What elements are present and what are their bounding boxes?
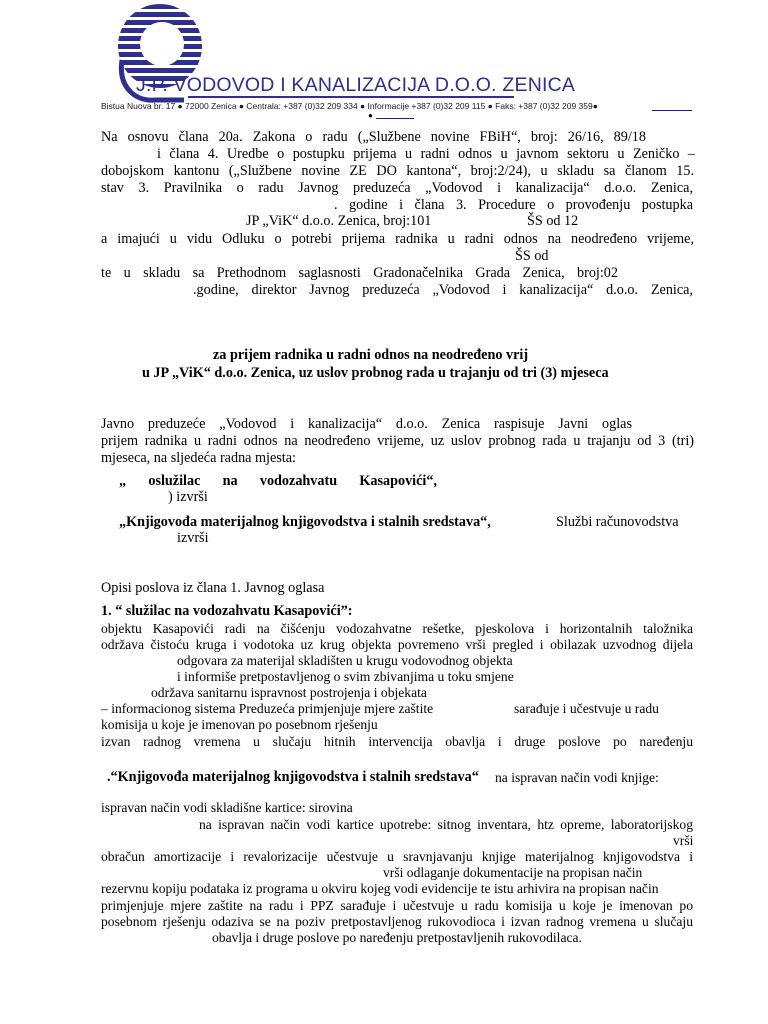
section-1-line: održava čistoću kruga i vodotoka uz krug objekta povremeno vrši pregled i obilazak uzvodnog dijela [101,637,693,652]
oglas-line: Javno preduzeće „Vodovod i kanalizacija“ d.o.o. Zenica raspisuje Javni oglas [101,416,632,432]
bullet-mark: ● [368,111,373,120]
intro-line: stav 3. Pravilnika o radu Javnog preduzeća „Vodovod i kanalizacija“ d.o.o. Zenica, [101,180,693,196]
section-2-line: vrši [673,833,694,848]
header-rule [188,96,514,98]
email-underline [652,110,692,111]
intro-line: te u skladu sa Prethodnom saglasnosti Gradonačelnika Grada Zenica, broj:02 [101,265,618,281]
descriptions-heading: Opisi poslova iz člana 1. Javnog oglasa [101,580,325,596]
section-1-line: odgovara za materijal skladišten u krugu vodovodnog objekta [177,653,513,668]
position-2-tail: Službi računovodstva [556,514,679,530]
section-1-line: objektu Kasapovići radi na čišćenju vodozahvatne rešetke, pjeskolova i horizontalnih taložnika [101,621,693,636]
position-2-title: „Knjigovođa materijalnog knjigovodstva i stalnih sredstava“, [119,514,491,530]
section-1-line: sarađuje i učestvuje u radu [514,701,659,716]
section-2-title-tail: na ispravan način vodi knjige: [495,770,659,785]
position-1-title: „ oslužilac na vodozahvatu Kasapovići“, [119,473,437,489]
section-1-line: izvan radnog vremena u slučaju hitnih intervencija obavlja i druge poslove po naređenju [101,734,693,749]
section-2-line: rezervnu kopiju podataka iz programa u okviru kojeg vodi evidencije te istu arhivira na propisan način [101,881,659,896]
oglas-line: mjeseca, na sljedeća radna mjesta: [101,450,296,466]
position-2-sub: izvrši [177,530,209,546]
oglas-title: u JP „ViK“ d.o.o. Zenica, uz uslov probnog rada u trajanju od tri (3) mjeseca [142,365,609,381]
company-name: J.P. VODOVOD I KANALIZACIJA D.O.O. ZENICA [136,74,576,96]
section-2-line: vrši odlaganje dokumentacije na propisan način [383,865,643,880]
section-2-line: na ispravan način vodi kartice upotrebe: sitnog inventara, htz opreme, laboratorijskog [199,817,693,832]
oglas-title: za prijem radnika u radni odnos na neodređeno vrij [213,347,529,363]
intro-line: i člana 4. Uredbe o postupku prijema u radni odnos u javnom sektoru u Zeničko – [157,146,695,162]
section-2-line: posebnom rješenju odaziva se na poziv pretpostavljenog rukovodioca i izvan radnog vremena u slučaju [101,914,693,929]
section-1-line: i informiše pretpostavljenog o svim zbivanjima u toku smjene [177,669,514,684]
intro-line: .godine, direktor Javnog preduzeća „Vodovod i kanalizacija“ d.o.o. Zenica, [193,282,693,298]
intro-line: JP „ViK“ d.o.o. Zenica, broj:101 [246,213,432,229]
intro-line: Na osnovu člana 20a. Zakona o radu („Službene novine FBiH“, broj: 26/16, 89/18 [101,129,646,145]
intro-line: . godine i člana 3. Procedure o provođenju postupka [334,197,693,213]
intro-line: dobojskom kantonu („Službene novine ZE DO kantona“, broj:2/24), u skladu sa članom 15. [101,163,694,179]
section-2-line: obračun amortizacije i revalorizacije učestvuje u sravnjavanju knjige materijalnog knjigovodstva i [101,849,693,864]
intro-line: a imajući u vidu Odluku o potrebi prijema radnika u radni odnos na neodređeno vrijeme, [101,231,694,247]
section-1-line: komisija u koje je imenovan po posebnom rješenju [101,717,378,732]
section-1-line: – informacionog sistema Preduzeća primjenjuje mjere zaštite [101,701,434,716]
section-1-line: održava sanitarnu ispravnost postrojenja i objekata [151,685,427,700]
section-2-line: ispravan način vodi skladišne kartice: sirovina [101,800,353,815]
intro-line: ŠS od 12 [527,213,579,229]
section-2-line: primjenjuje mjere zaštite na radu i PPZ sarađuje i učestvuje u radu komisija u koje je imenovan po [101,898,693,913]
web-underline [376,118,414,119]
section-2-title: .“Knjigovođa materijalnog knjigovodstva i stalnih sredstava“ [107,769,479,785]
contact-info: Bistua Nuova br. 17 ● 72000 Zenica ● Centrala: +387 (0)32 209 334 ● Informacije +387 (0)32 209 115 ● Faks: +387 (0)32 209 359● [101,101,598,111]
oglas-line: prijem radnika u radni odnos na neodređeno vrijeme, uz uslov probnog rada u trajanju od 3 (tri) [101,433,694,449]
intro-line: ŠS od [515,248,549,264]
section-1-title: 1. “ služilac na vodozahvatu Kasapovići”: [101,603,353,619]
section-2-line: obavlja i druge poslove po naređenju pretpostavljenih rukovodilaca. [212,930,582,945]
position-1-sub: ) izvrši [168,489,208,505]
